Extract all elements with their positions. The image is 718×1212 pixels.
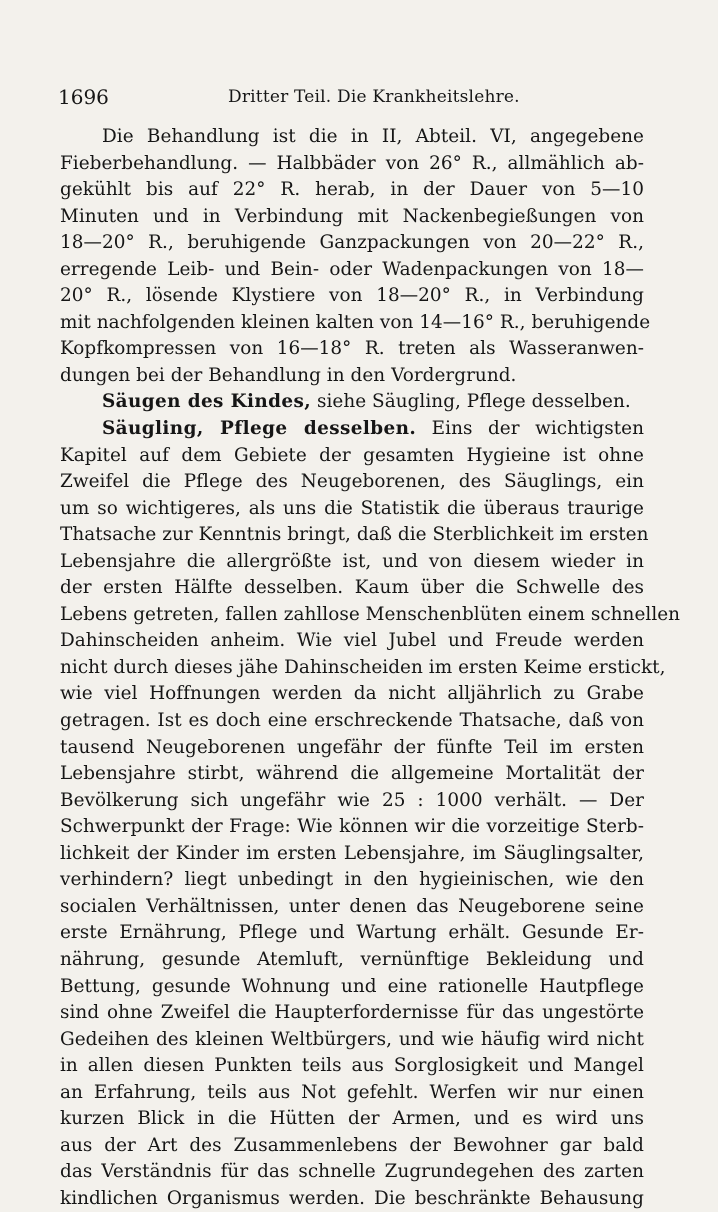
text-line: erregende Leib- und Bein- oder Wadenpackungen von 18—: [60, 258, 644, 280]
text-line: kindlichen Organismus werden. Die beschränkte Behausung: [60, 1187, 644, 1209]
text-line: Lebensjahre stirbt, während die allgemeine Mortalität der: [60, 763, 644, 785]
text-line: Fieberbehandlung. — Halbbäder von 26° R., allmählich ab-: [60, 152, 644, 174]
text-line: Die Behandlung ist die in II, Abteil. VI, angegebene: [102, 126, 644, 147]
text-line: mit nachfolgenden kleinen kalten von 14—16° R., beruhigende: [60, 311, 651, 333]
entry-saeugen-des-kindes: [60, 389, 644, 416]
text-line: kurzen Blick in die Hütten der Armen, und es wird uns: [60, 1108, 644, 1130]
text-line: um so wichtigeres, als uns die Statistik die überaus traurige: [60, 497, 644, 519]
text-line: Kopfkompressen von 16—18° R. treten als Wasseranwen-: [60, 338, 644, 360]
entry-headword: Säugling, Pflege desselben.: [102, 418, 417, 440]
text-line: 18—20° R., beruhigende Ganzpackungen von 20—22° R.,: [60, 232, 644, 254]
text-line: 20° R., lösende Klystiere von 18—20° R., in Verbindung: [60, 285, 644, 307]
text-line: Gedeihen des kleinen Weltbürgers, und wie häufig wird nicht: [60, 1028, 644, 1050]
text-line: Lebensjahre die allergrößte ist, und von diesem wieder in: [60, 550, 644, 572]
text-line: nicht durch dieses jähe Dahinscheiden im ersten Keime erstickt,: [60, 656, 666, 678]
text-line: nährung, gesunde Atemluft, vernünftige Bekleidung und: [60, 948, 644, 970]
paragraph-treatment: [60, 124, 651, 389]
text-line: aus der Art des Zusammenlebens der Bewohner gar bald: [60, 1134, 644, 1156]
text-line: Dahinscheiden anheim. Wie viel Jubel und Freude werden: [60, 630, 644, 652]
entry-first-line: [60, 416, 644, 443]
text-line: gekühlt bis auf 22° R. herab, in der Dauer von 5—10: [60, 179, 644, 201]
entry-first-line: [60, 389, 644, 416]
text-line: in allen diesen Punkten teils aus Sorglosigkeit und Mangel: [60, 1055, 644, 1077]
text-line: erste Ernährung, Pflege und Wartung erhält. Gesunde Er-: [60, 922, 644, 944]
text-line: Kapitel auf dem Gebiete der gesamten Hygieine ist ohne: [60, 444, 644, 466]
text-line: dungen bei der Behandlung in den Vordergrund.: [60, 364, 517, 386]
entry-saeugling-pflege: [60, 416, 681, 1212]
text-line: lichkeit der Kinder im ersten Lebensjahre, im Säuglingsalter,: [60, 842, 644, 864]
running-head: Dritter Teil. Die Krankheitslehre.: [228, 87, 520, 107]
text-line: socialen Verhältnissen, unter denen das Neugeborene seine: [60, 895, 644, 917]
text-line: das Verständnis für das schnelle Zugrundegehen des zarten: [60, 1161, 644, 1183]
entry-headword: Säugen des Kindes,: [102, 391, 312, 413]
text-line: sind ohne Zweifel die Haupterfordernisse für das ungestörte: [60, 1002, 644, 1024]
text-line: Lebens getreten, fallen zahllose Menschenblüten einem schnellen: [60, 603, 681, 625]
entry-text: Eins der wichtigsten: [416, 418, 644, 440]
text-line: Thatsache zur Kenntnis bringt, daß die Sterblichkeit im ersten: [60, 524, 649, 546]
text-line: wie viel Hoffnungen werden da nicht alljährlich zu Grabe: [60, 683, 644, 705]
text-line: tausend Neugeborenen ungefähr der fünfte Teil im ersten: [60, 736, 644, 758]
text-line: getragen. Ist es doch eine erschreckende Thatsache, daß von: [60, 710, 644, 732]
body-text: [60, 124, 681, 1212]
text-line: Zweifel die Pflege des Neugeborenen, des Säuglings, ein: [60, 471, 644, 493]
text-line: Bevölkerung sich ungefähr wie 25 : 1000 verhält. — Der: [60, 789, 644, 811]
text-line: Schwerpunkt der Frage: Wie können wir die vorzeitige Sterb-: [60, 816, 644, 838]
entry-text: siehe Säugling, Pflege desselben.: [311, 391, 631, 413]
text-line: der ersten Hälfte desselben. Kaum über die Schwelle des: [60, 577, 644, 599]
page-number: 1696: [58, 85, 109, 109]
page-header: [58, 84, 648, 110]
text-line: Bettung, gesunde Wohnung und eine rationelle Hautpflege: [60, 975, 644, 997]
text-line: an Erfahrung, teils aus Not gefehlt. Werfen wir nur einen: [60, 1081, 644, 1103]
text-line: Minuten und in Verbindung mit Nackenbegießungen von: [60, 205, 644, 227]
text-line: verhindern? liegt unbedingt in den hygieinischen, wie den: [60, 869, 644, 891]
